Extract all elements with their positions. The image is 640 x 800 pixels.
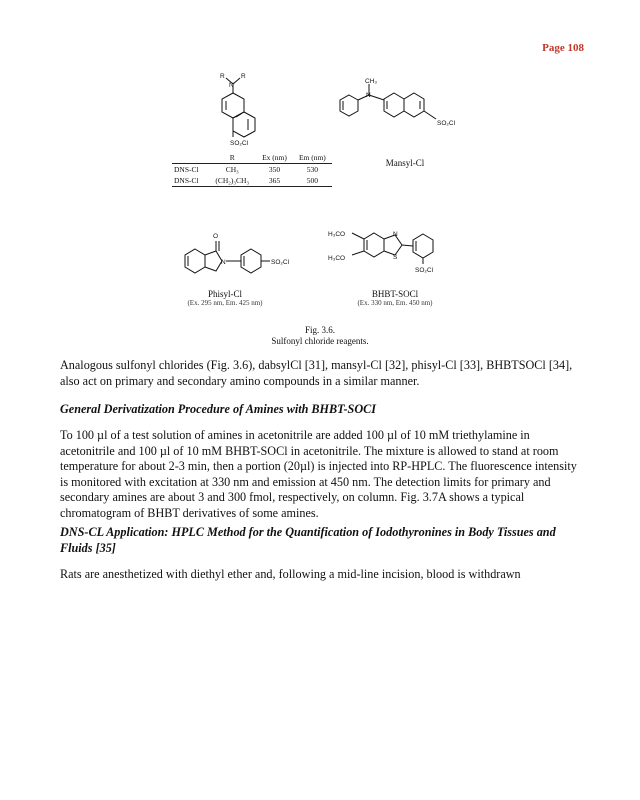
phisyl-n-label: N [221,259,226,266]
dns-application-paragraph: Rats are anesthetized with diethyl ether and, following a mid-line incision, blood is withdrawn [60,567,521,581]
table-cell: DNS-Cl [172,175,208,187]
bhbt-methoxy-1: H₃CO [328,231,346,238]
table-cell: 530 [306,165,318,174]
bhbt-n-label: N [393,231,398,238]
dns-r-label-2: R [241,73,246,80]
table-row [172,175,332,187]
page-number: Page 108 [542,42,584,54]
table-header-cell: R [208,152,256,164]
table-cell: 500 [293,175,332,187]
phisyl-cl-structure [185,241,270,273]
mansyl-cl-structure [340,84,436,119]
section-heading-dns-application: DNS-CL Application: HPLC Method for the Quantification of Iodothyronines in Body Tissues and Fluids [35] [60,525,556,555]
mansyl-methyl-label: CH₃ [365,78,378,85]
bhbt-name: BHBT-SOCl [371,289,419,299]
dns-n-label: N [229,82,234,89]
figure-caption-text: Sulfonyl chloride reagents. [271,336,369,346]
mansyl-name: Mansyl-Cl [385,158,425,168]
table-header-cell: Em (nm) [293,152,332,164]
table-cell: DNS-Cl [174,165,199,174]
dns-cl-table [172,152,332,187]
mansyl-sulfonyl-label: SO₂Cl [437,120,456,127]
dns-r-label-1: R [220,73,225,80]
table-cell: CH₃ [225,165,239,174]
figure-caption-label: Fig. 3.6. [304,325,335,335]
bhbt-s-label: S [393,254,398,261]
bhbt-sulfonyl-label: SO₂Cl [415,267,434,274]
phisyl-o-label: O [213,233,219,240]
table-cell: 365 [256,175,293,187]
dns-cl-structure [222,78,255,137]
table-header-cell [172,152,208,164]
phisyl-wavelengths: (Ex. 295 nm, Em. 425 nm) [187,299,263,307]
intro-paragraph: Analogous sulfonyl chlorides (Fig. 3.6), dabsylCl [31], mansyl-Cl [32], phisyl-Cl [33], BHBTSOCl [34], also act on primary and secondary amino compounds in a similar manner. [60,358,573,388]
dns-sulfonyl-label: SO₂Cl [230,140,249,147]
table-cell: 350 [268,165,281,174]
figure-3-6 [0,0,640,345]
section-heading-derivatization: General Derivatization Procedure of Amines with BHBT-SOCI [60,402,376,416]
table-header-cell: Ex (nm) [256,152,293,164]
phisyl-name: Phisyl-Cl [207,289,242,299]
table-cell: (CH₂)₃CH₃ [208,175,256,187]
bhbt-wavelengths: (Ex. 330 nm, Em. 450 nm) [357,299,433,307]
derivatization-paragraph: To 100 µl of a test solution of amines in acetonitrile are added 100 µl of 10 mM triethylamine in acetonitrile and 100 µl of 10 mM BHBT-SOCl in acetonitrile. The mixture is allowed to stand at room temperature for about 2-3 min, then a portion (20µl) is injected into RP-HPLC. The fluorescence intensity is monitored with excitation at 330 nm and emission at 450 nm. The detection limits for primary and secondary amines are about 3 and 300 fmol, respectively, on column. Fig. 3.7A shows a typical chromatogram of BHBT derivatives of some amines. [60,428,577,520]
bhbt-methoxy-2: H₃CO [328,255,346,262]
phisyl-sulfonyl-label: SO₂Cl [271,259,290,266]
table-row [172,164,332,176]
table-header-row [172,152,332,164]
mansyl-n-label: N [366,92,371,99]
